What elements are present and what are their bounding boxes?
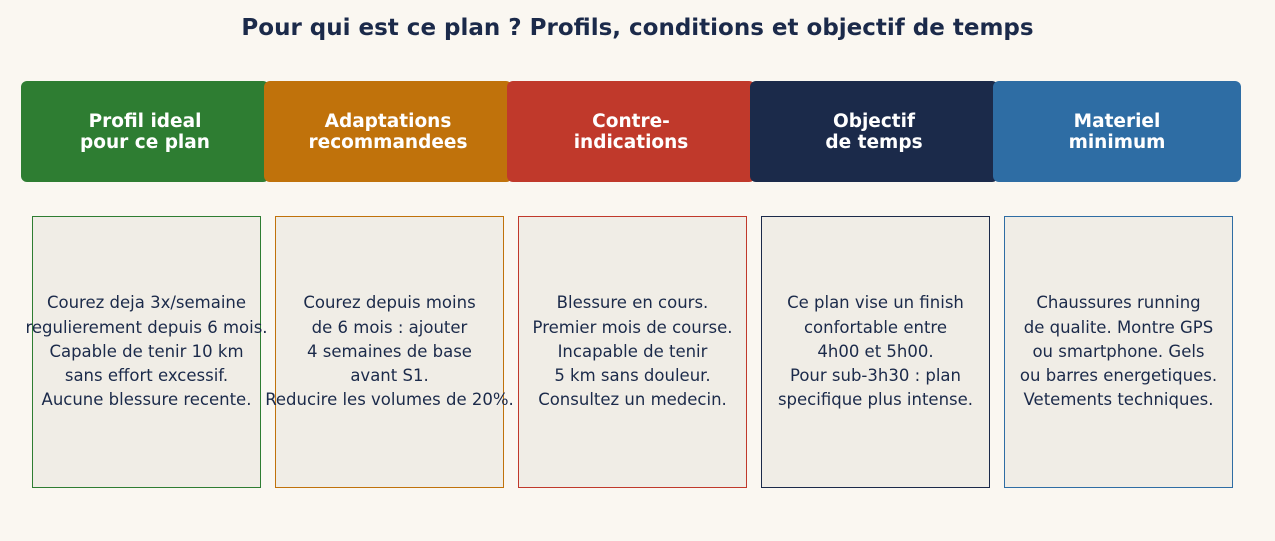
header-profil-ideal: Profil ideal pour ce plan [21,81,269,182]
box-contre-indications [518,216,747,488]
page-title: Pour qui est ce plan ? Profils, conditions et objectif de temps [241,15,1034,41]
text-profil-ideal: Courez deja 3x/semaine regulierement depuis 6 mois. Capable de tenir 10 km sans effort excessif. Aucune blessure recente. [25,293,268,410]
box-adaptations [265,216,514,488]
text-objectif-temps: Ce plan vise un finish confortable entre 4h00 et 5h00. Pour sub-3h30 : plan specifique plus intense. [777,293,974,410]
box-objectif-temps [761,216,990,488]
header-adaptations: Adaptations recommandees [264,81,512,182]
text-contre-indications: Blessure en cours. Premier mois de course. Incapable de tenir 5 km sans douleur. Consultez un medecin. [532,293,733,410]
box-profil-ideal [25,216,268,488]
header-materiel: Materiel minimum [993,81,1241,182]
header-contre-indications: Contre- indications [507,81,755,182]
text-adaptations: Courez depuis moins de 6 mois : ajouter 4 semaines de base avant S1. Reducire les volumes de 20%. [265,293,514,410]
box-materiel [1004,216,1233,488]
header-objectif-temps: Objectif de temps [750,81,998,182]
text-materiel: Chaussures running de qualite. Montre GPS ou smartphone. Gels ou barres energetiques. Vetements techniques. [1019,293,1218,410]
